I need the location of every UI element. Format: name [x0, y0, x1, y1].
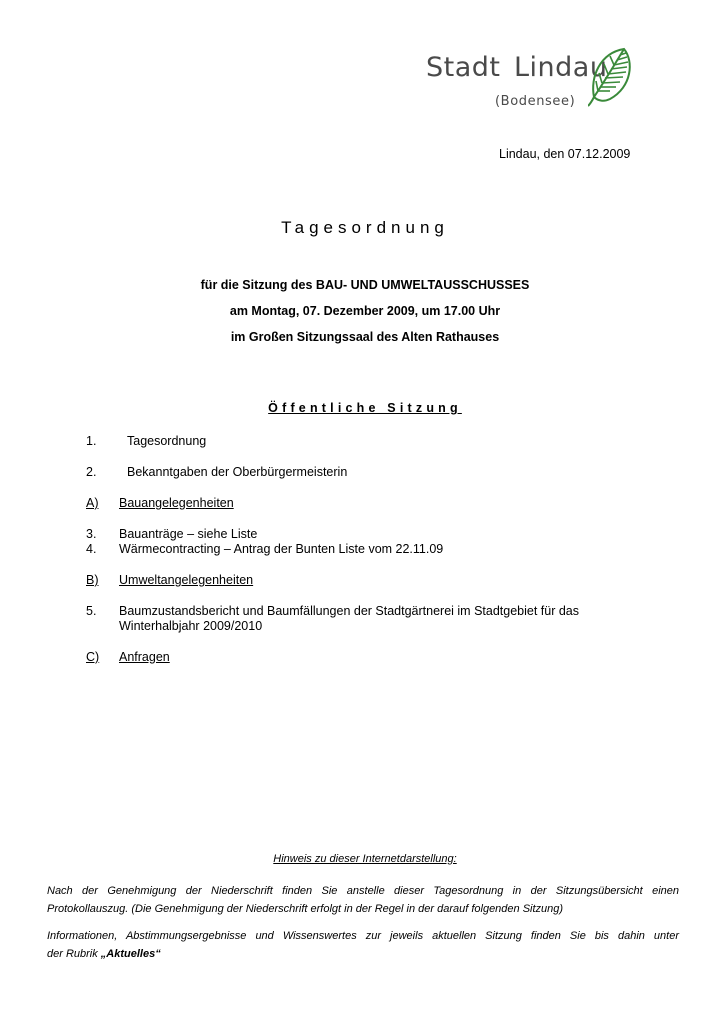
note-paragraph-1 [47, 882, 679, 918]
note-paragraph-2 [47, 927, 679, 963]
item-text: Tagesordnung [127, 434, 207, 448]
item-text: Wärmecontracting – Antrag der Bunten Liste vom 22.11.09 [119, 542, 444, 556]
intro-line-1: für die Sitzung des BAU- UND UMWELTAUSSCHUSSES [200, 278, 530, 292]
intro-line-2: am Montag, 07. Dezember 2009, um 17.00 Uhr [229, 304, 501, 318]
item-number: 4. [86, 542, 97, 556]
group-title: Anfragen [119, 650, 170, 664]
item-text: Bauanträge – siehe Liste [119, 527, 258, 541]
group-label: B) [86, 573, 99, 587]
aktuelles-label: „Aktuelles“ [100, 948, 161, 960]
group-label: A) [86, 496, 99, 510]
group-label: C) [86, 650, 100, 664]
item-number: 3. [86, 527, 97, 541]
group-title: Bauangelegenheiten [119, 496, 234, 510]
group-title: Umweltangelegenheiten [119, 573, 254, 587]
item-text-continued: Winterhalbjahr 2009/2010 [119, 619, 263, 633]
item-number: 5. [86, 604, 97, 618]
leaf-icon [588, 47, 636, 107]
item-number: 1. [86, 434, 97, 448]
note-title: Hinweis zu dieser Internetdarstellung: [273, 853, 457, 865]
logo-word-stadt: Stadt [426, 52, 501, 83]
page-title: Tagesordnung [281, 218, 449, 237]
note-line: Informationen, Abstimmungsergebnisse und Wissenswertes zur jeweils aktuellen Sitzung finden Sie bis dahin unter [47, 930, 679, 942]
note-line [47, 945, 679, 963]
note-line: Protokollauszug. (Die Genehmigung der Niederschrift erfolgt in der Regel in der darauf folgenden Sitzung) [47, 903, 564, 915]
note-line: Nach der Genehmigung der Niederschrift finden Sie anstelle dieser Tagesordnung in der Sitzungsübersicht einen [47, 885, 679, 897]
section-title: Öffentliche Sitzung [268, 401, 462, 415]
item-number: 2. [86, 465, 97, 479]
intro-line-3: im Großen Sitzungssaal des Alten Rathauses [230, 330, 500, 344]
logo-subtitle: (Bodensee) [495, 94, 576, 109]
item-text: Baumzustandsbericht und Baumfällungen der Stadtgärtnerei im Stadtgebiet für das [119, 604, 579, 618]
item-text: Bekanntgaben der Oberbürgermeisterin [127, 465, 348, 479]
logo-word-lindau: Lindau [514, 52, 608, 83]
note-text: der Rubrik [47, 948, 101, 960]
date-line: Lindau, den 07.12.2009 [499, 147, 631, 161]
